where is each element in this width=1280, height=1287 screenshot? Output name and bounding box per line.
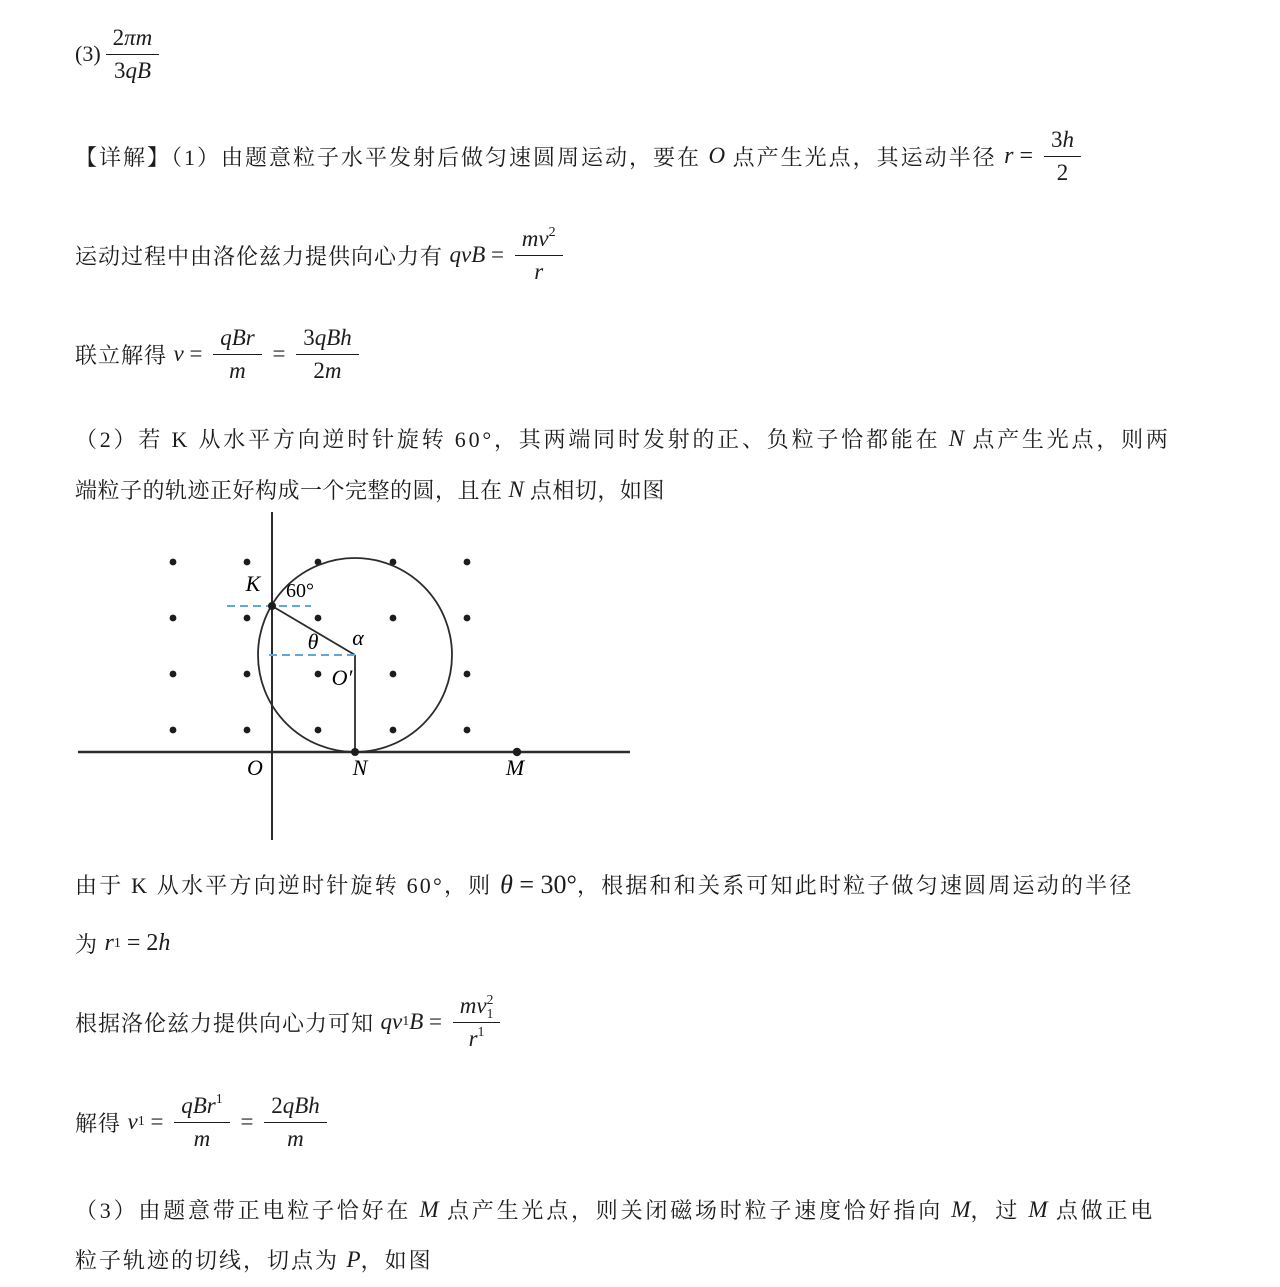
paragraph-3-line-2: 粒子轨迹的切线，切点为 P ，如图	[75, 1246, 433, 1273]
field-dot	[170, 615, 177, 622]
label-o-prime: O′	[331, 665, 353, 690]
paragraph-2-line-1: （2）若 K 从水平方向逆时针旋转 60°，其两端同时发射的正、负粒子恰都能在 N 点产生光点，则两	[75, 425, 1171, 452]
var-qv1B-q: qv	[380, 1009, 403, 1035]
formula-velocity-2: 解得 v 1 = qBr $^1$ m = 2 qBh m	[75, 1092, 332, 1152]
field-dot	[170, 559, 177, 566]
label-n: N	[352, 755, 368, 780]
detail-text-1: 【详解】（1）由题意粒子水平发射后做匀速圆周运动，要在	[75, 144, 709, 170]
var-N: N	[948, 425, 965, 451]
field-dot-grid	[170, 559, 471, 734]
fraction-mv1sq-r1: mv 2 1 r $^1$	[453, 992, 501, 1053]
field-dot	[244, 727, 251, 734]
var-theta: θ	[500, 869, 513, 899]
field-dot	[390, 727, 397, 734]
point-k	[268, 602, 276, 610]
answer-3-label: (3)	[75, 41, 101, 67]
field-dot	[315, 615, 322, 622]
field-dot	[464, 559, 471, 566]
radius-r1-line: 为 r 1 = 2 h	[75, 930, 171, 957]
field-dot	[464, 615, 471, 622]
var-r: r	[1004, 142, 1014, 169]
var-v: v	[173, 341, 184, 367]
label-theta: θ	[307, 629, 319, 654]
fraction-radius: 3 h 2	[1044, 126, 1081, 186]
label-m: M	[505, 755, 525, 780]
answer-3-line	[75, 24, 164, 84]
field-dot	[170, 671, 177, 678]
var-qvB: qvB	[449, 242, 486, 268]
field-dot	[244, 671, 251, 678]
var-P: P	[346, 1246, 361, 1272]
field-dot	[315, 727, 322, 734]
formula-centripetal-2: 根据洛伦兹力提供向心力可知 qv 1 B = mv 2 1 r $^1$	[75, 992, 505, 1053]
field-dot	[170, 727, 177, 734]
fraction-mv2-r: mv $^2$ r	[515, 225, 563, 285]
paragraph-2-line-2: 端粒子的轨迹正好构成一个完整的圆，且在 N 点相切，如图	[75, 476, 665, 503]
formula-velocity-1: 联立解得 v = $\frac{\text{qBr}}{m}$ = 3 qBh 2 m	[75, 324, 364, 384]
var-v1: v	[127, 1109, 138, 1135]
var-qv1B-B: B	[409, 1009, 424, 1035]
label-60deg: 60°	[286, 580, 314, 602]
detail-paragraph-1: 【详解】（1）由题意粒子水平发射后做匀速圆周运动，要在 O 点产生光点，其运动半径 r = 3 h 2	[75, 126, 1086, 186]
field-dot	[244, 615, 251, 622]
var-O: O	[708, 143, 726, 169]
fraction-2qBh-m: 2 qBh m	[264, 1092, 327, 1152]
var-N-2: N	[508, 476, 524, 502]
var-M-1: M	[419, 1196, 439, 1222]
field-dot	[390, 615, 397, 622]
var-h: h	[158, 930, 171, 956]
fraction-qBr-m: $\frac{\text{qBr}}{m}$	[213, 324, 262, 384]
paragraph-theta-30: 由于 K 从水平方向逆时针旋转 60°，则 θ = 30° ，根据和和关系可知此时粒子做匀速圆周运动的半径	[75, 869, 1134, 899]
paragraph-3-line-1: （3）由题意带正电粒子恰好在 M 点产生光点，则关闭磁场时粒子速度恰好指向 M ，过 M 点做正电	[75, 1196, 1156, 1223]
detail-text-2: 点产生光点，其运动半径	[725, 144, 1005, 170]
field-dot	[464, 727, 471, 734]
label-o: O	[247, 755, 263, 780]
field-dot	[315, 671, 322, 678]
field-dot	[390, 671, 397, 678]
field-diagram	[75, 510, 640, 848]
centripetal-text: 运动过程中由洛伦兹力提供向心力有	[75, 243, 450, 269]
velocity-text: 联立解得	[75, 342, 174, 368]
label-k: K	[245, 571, 261, 596]
field-dot	[244, 559, 251, 566]
var-r1: r	[104, 930, 114, 956]
fraction-qBr1-m: qBr $^1$ m	[174, 1092, 230, 1152]
fraction-period: 2 πm 3 qB	[106, 24, 160, 84]
label-alpha: α	[352, 625, 364, 650]
formula-centripetal-1: 运动过程中由洛伦兹力提供向心力有 qvB = mv $^2$ r	[75, 225, 568, 285]
var-M-2: M	[951, 1196, 971, 1222]
var-M-3: M	[1028, 1196, 1048, 1222]
fraction-3qBh-2m: 3 qBh 2 m	[296, 324, 359, 384]
field-dot	[464, 671, 471, 678]
